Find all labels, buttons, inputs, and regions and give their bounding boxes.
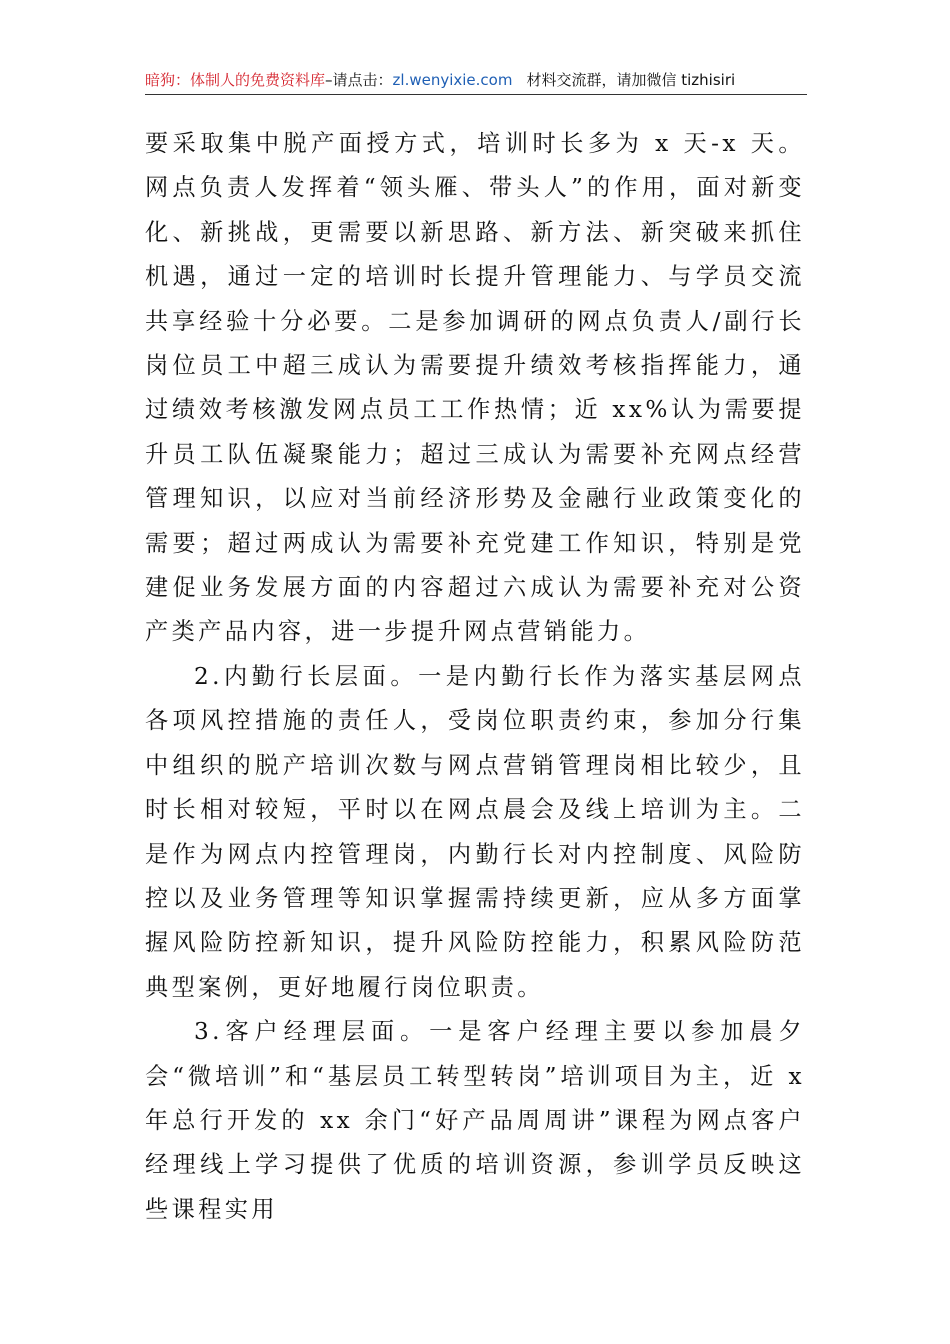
header-link-prefix: –请点击： xyxy=(325,71,393,89)
header-group-info: 材料交流群，请加微信 tizhisiri xyxy=(526,71,736,89)
paragraph-continued: 要采取集中脱产面授方式，培训时长多为 x 天-x 天。网点负责人发挥着“领头雁、带头人”的作用，面对新变化、新挑战，更需要以新思路、新方法、新突破来抓住机遇，通过一定的培训时长提升管理能力、与学员交流共享经验十分必要。二是参加调研的网点负责人/副行长岗位员工中超三成认为需要提升绩效考核指挥能力，通过绩效考核激发网点员工工作热情；近 xx%认为需要提升员工队伍凝聚能力；超过三成认为需要补充网点经营管理知识，以应对当前经济形势及金融行业政策变化的需要；超过两成认为需要补充党建工作知识，特别是党建促业务发展方面的内容超过六成认为需要补充对公资产类产品内容，进一步提升网点营销能力。 xyxy=(145,130,805,646)
page-header xyxy=(145,68,807,95)
document-body xyxy=(145,122,805,1232)
header-link[interactable]: zl.wenyixie.com xyxy=(392,71,513,89)
paragraph-section-3: 3.客户经理层面。一是客户经理主要以参加晨夕会“微培训”和“基层员工转型转岗”培训项目为主，近 x 年总行开发的 xx 余门“好产品周周讲”课程为网点客户经理线上学习提供了优质的培训资源，参训学员反映这些课程实用 xyxy=(145,1018,805,1223)
header-brand: 暗狗：体制人的免费资料库 xyxy=(145,71,326,89)
paragraph-section-2: 2.内勤行长层面。一是内勤行长作为落实基层网点各项风控措施的责任人，受岗位职责约束，参加分行集中组织的脱产培训次数与网点营销管理岗相比较少，且时长相对较短，平时以在网点晨会及线上培训为主。二是作为网点内控管理岗，内勤行长对内控制度、风险防控以及业务管理等知识掌握需持续更新，应从多方面掌握风险防控新知识，提升风险防控能力，积累风险防范典型案例，更好地履行岗位职责。 xyxy=(145,662,805,1001)
